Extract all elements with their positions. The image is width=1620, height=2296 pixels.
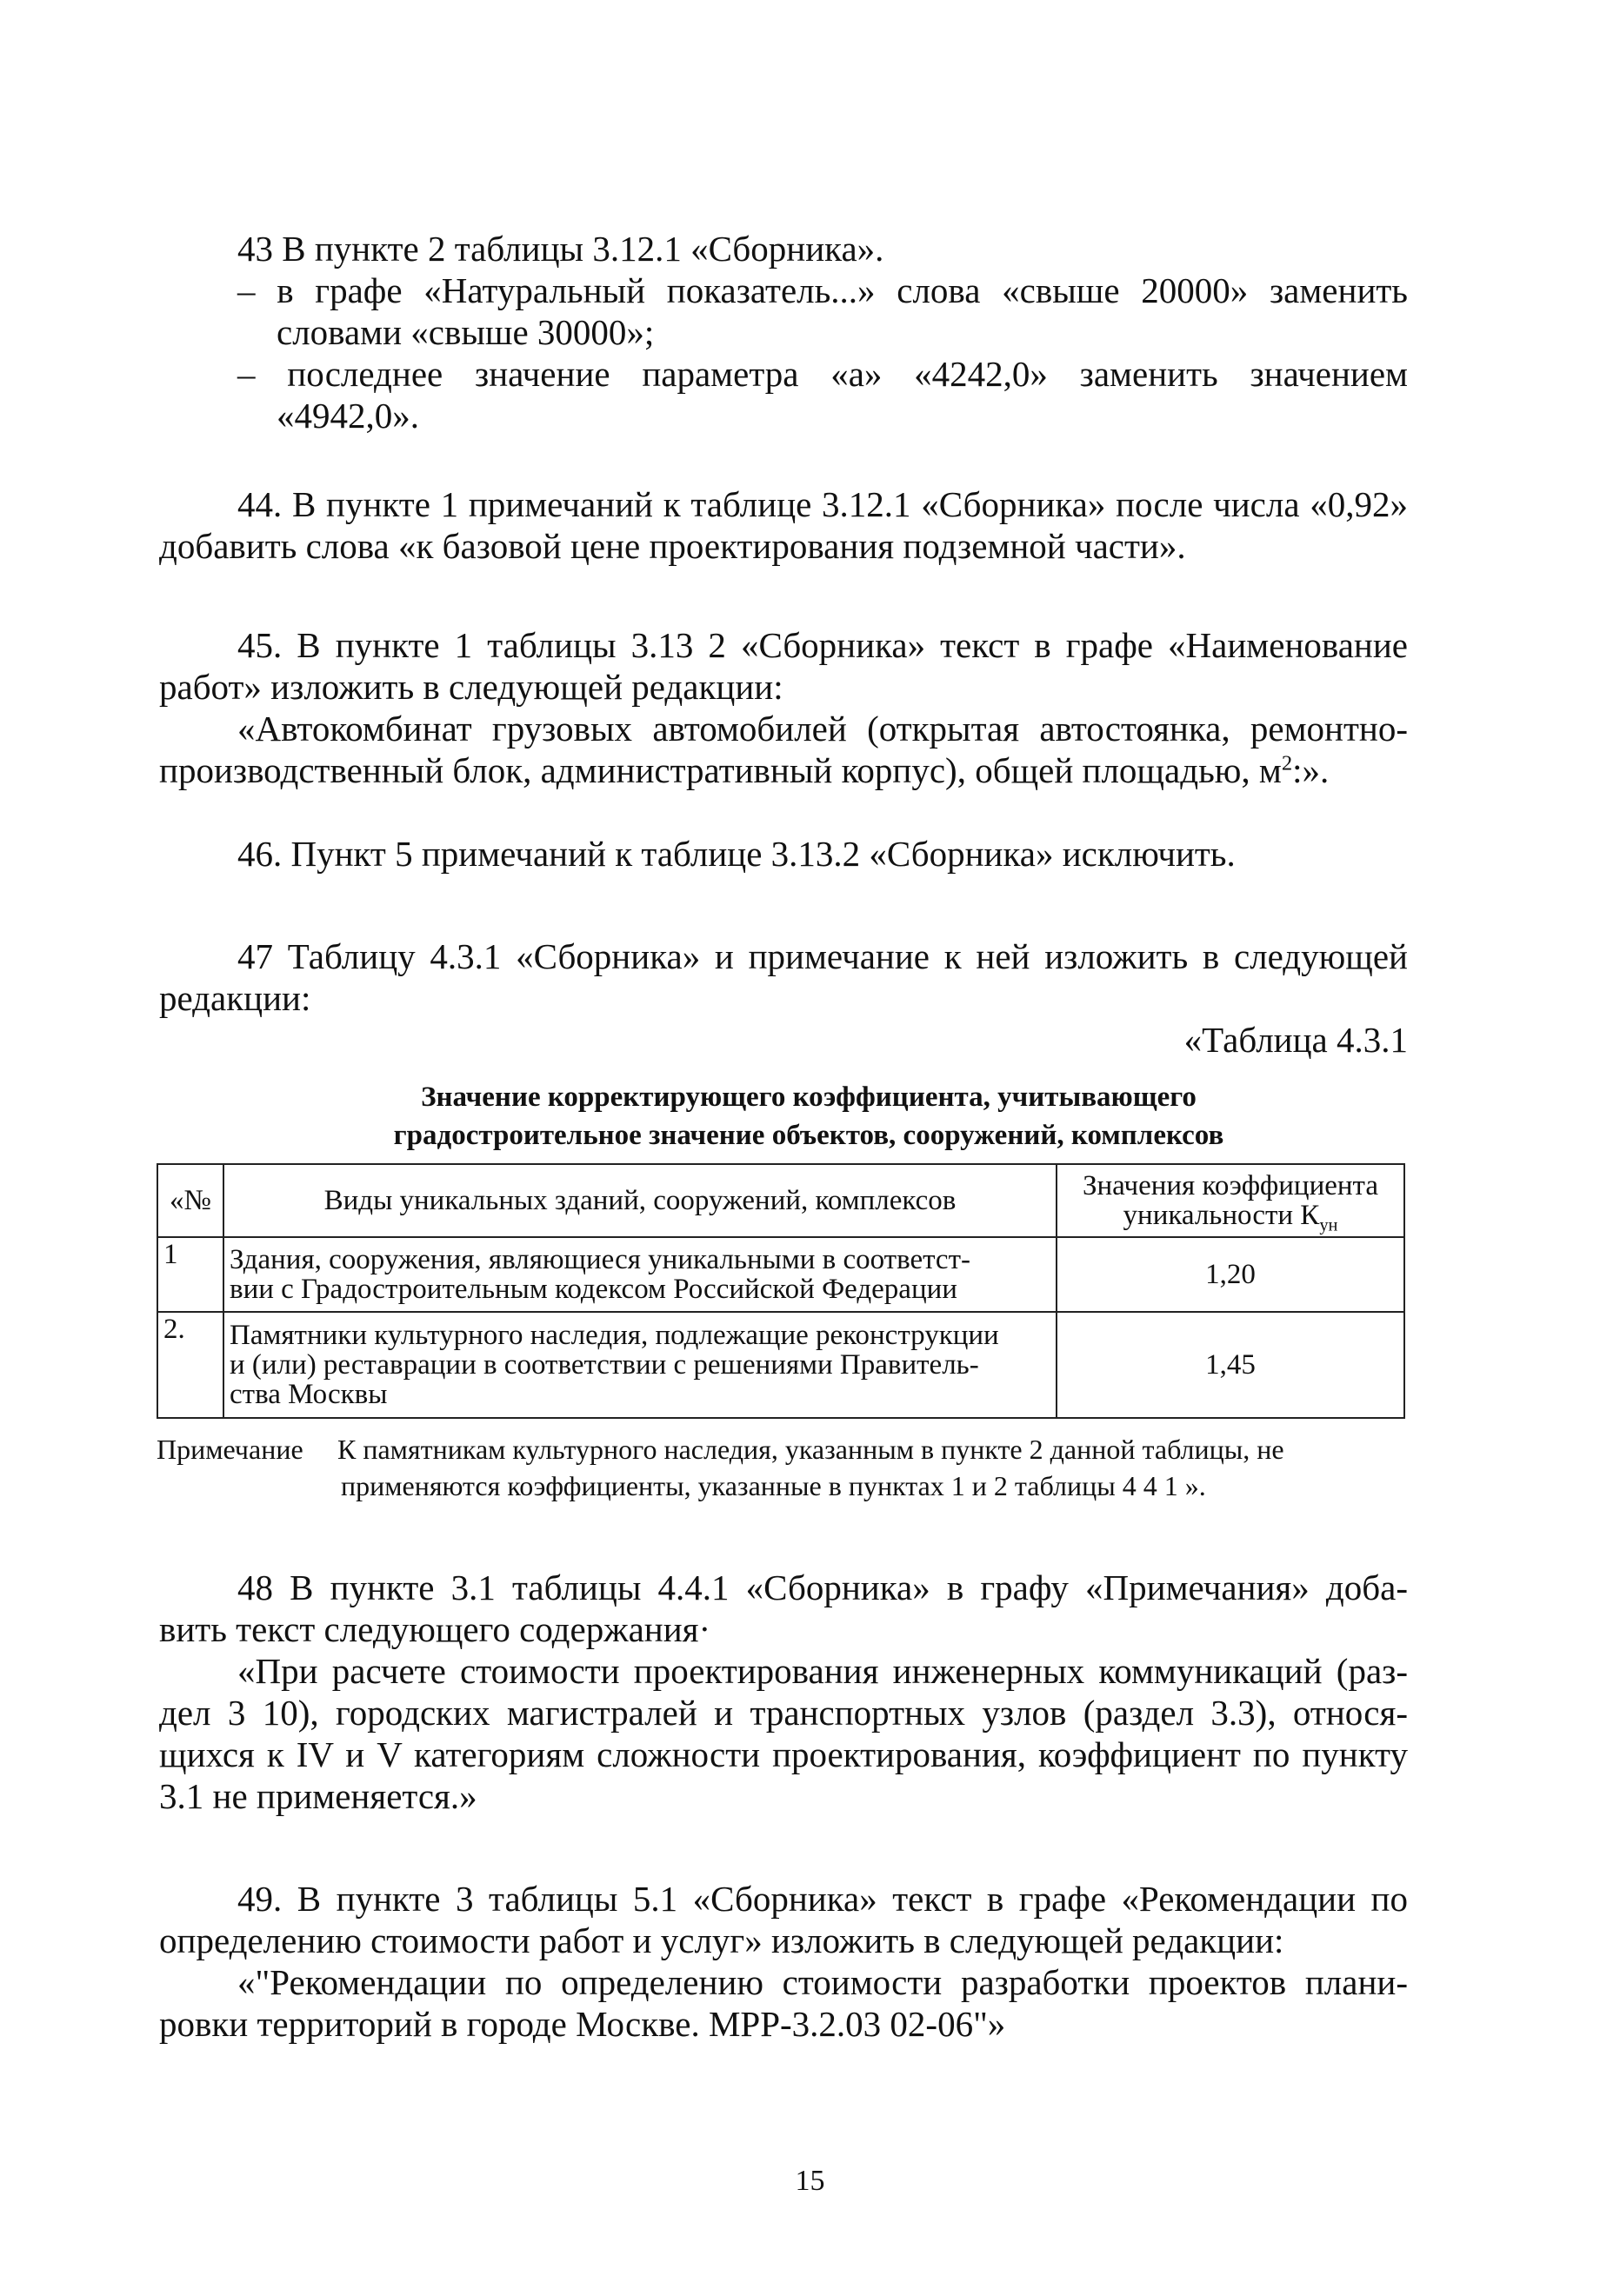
paragraph-44-line-1: 44. В пункте 1 примечаний к таблице 3.12.1 «Сборника» после числа «0,92»	[237, 484, 1408, 524]
row-1-value: 1,20	[1057, 1237, 1404, 1312]
note-line-1	[157, 1431, 1409, 1467]
row-2-value: 1,45	[1057, 1312, 1404, 1418]
row-2-text-line-2: и (или) реставрации в соответствии с решениями Правитель-	[230, 1349, 979, 1381]
row-2-text	[223, 1312, 1057, 1418]
table-row	[157, 1237, 1404, 1312]
paragraph-43-item-1-cont: словами «свыше 30000»;	[277, 312, 655, 352]
paragraph-45-line-2: работ» изложить в следующей редакции:	[159, 667, 783, 707]
paragraph-49-line-4: ровки территорий в городе Москве. МРР-3.2.03 02-06"»	[159, 2004, 1006, 2044]
paragraph-47-line-1: 47 Таблицу 4.3.1 «Сборника» и примечание к ней изложить в следующей	[237, 936, 1408, 976]
coefficient-table	[157, 1163, 1405, 1419]
header-value	[1057, 1164, 1404, 1237]
header-value-line-2	[1063, 1200, 1398, 1235]
paragraph-49-line-2: определению стоимости работ и услуг» изложить в следующей редакции:	[159, 1920, 1284, 1960]
row-2-number: 2.	[157, 1312, 223, 1418]
paragraph-47-line-2: редакции:	[159, 978, 311, 1018]
superscript-2: 2	[1281, 751, 1293, 775]
page-number: 15	[795, 2165, 825, 2197]
row-1-text	[223, 1237, 1057, 1312]
table-reference: «Таблица 4.3.1	[1183, 1020, 1408, 1060]
paragraph-44-line-2: добавить слова «к базовой цене проектирования подземной части».	[159, 526, 1186, 566]
paragraph-45-line-1: 45. В пункте 1 таблицы 3.13 2 «Сборника» текст в графе «Наименование	[237, 625, 1408, 665]
note-text-1: К памятникам культурного наследия, указанным в пункте 2 данной таблицы, не	[337, 1434, 1284, 1465]
paragraph-43-item-2: – последнее значение параметра «а» «4242,0» заменить значением	[237, 354, 1408, 394]
paragraph-43-title: 43 В пункте 2 таблицы 3.12.1 «Сборника».	[237, 229, 884, 269]
paragraph-45-line-4	[159, 749, 1329, 791]
header-value-line-1: Значения коэффициента	[1082, 1170, 1379, 1201]
table-note	[157, 1431, 1409, 1504]
paragraph-43-item-1: – в графе «Натуральный показатель...» слова «свыше 20000» заменить	[237, 270, 1408, 310]
paragraph-49-line-1: 49. В пункте 3 таблицы 5.1 «Сборника» текст в графе «Рекомендации по	[237, 1879, 1408, 1919]
header-number: «№	[157, 1164, 223, 1237]
header-value-subscript: ун	[1319, 1215, 1338, 1235]
paragraph-45-line-3: «Автокомбинат грузовых автомобилей (открытая автостоянка, ремонтно-	[237, 709, 1408, 749]
header-kind: Виды уникальных зданий, сооружений, комплексов	[223, 1164, 1057, 1237]
paragraph-48-line-5: щихся к IV и V категориям сложности проектирования, коэффициент по пункту	[159, 1734, 1408, 1774]
table-row	[157, 1312, 1404, 1418]
paragraph-45-line-4-end: :».	[1292, 750, 1330, 790]
paragraph-49-line-3: «"Рекомендации по определению стоимости разработки проектов плани-	[237, 1962, 1408, 2002]
paragraph-48-line-2: вить текст следующего содержания·	[159, 1609, 711, 1649]
paragraph-48-line-4: дел 3 10), городских магистралей и транспортных узлов (раздел 3.3), относя-	[159, 1693, 1408, 1733]
row-2-text-line-3: ства Москвы	[230, 1379, 388, 1410]
row-1-text-line-1: Здания, сооружения, являющиеся уникальными в соответст-	[230, 1244, 970, 1275]
paragraph-45-line-4-text: производственный блок, административный корпус), общей площадью, м	[159, 750, 1282, 790]
paragraph-46: 46. Пункт 5 примечаний к таблице 3.13.2 «Сборника» исключить.	[237, 834, 1236, 874]
paragraph-48-line-6: 3.1 не применяется.»	[159, 1776, 477, 1816]
note-line-2: применяются коэффициенты, указанные в пунктах 1 и 2 таблицы 4 4 1 ».	[341, 1470, 1206, 1501]
paragraph-48-line-3: «При расчете стоимости проектирования инженерных коммуникаций (раз-	[237, 1651, 1408, 1691]
row-2-text-line-1: Памятники культурного наследия, подлежащие реконструкции	[230, 1320, 999, 1351]
paragraph-48-line-1: 48 В пункте 3.1 таблицы 4.4.1 «Сборника» в графу «Примечания» доба-	[237, 1567, 1408, 1607]
row-1-number: 1	[157, 1237, 223, 1312]
row-1-text-line-2: вии с Градостроительным кодексом Российской Федерации	[230, 1274, 957, 1305]
table-caption-line-2: градостроительное значение объектов, сооружений, комплексов	[393, 1120, 1224, 1151]
note-label: Примечание	[157, 1434, 303, 1465]
header-value-text: уникальности К	[1123, 1200, 1320, 1231]
paragraph-43-item-2-cont: «4942,0».	[277, 396, 419, 436]
table-caption-line-1: Значение корректирующего коэффициента, учитывающего	[421, 1081, 1197, 1113]
table-header-row	[157, 1164, 1404, 1237]
